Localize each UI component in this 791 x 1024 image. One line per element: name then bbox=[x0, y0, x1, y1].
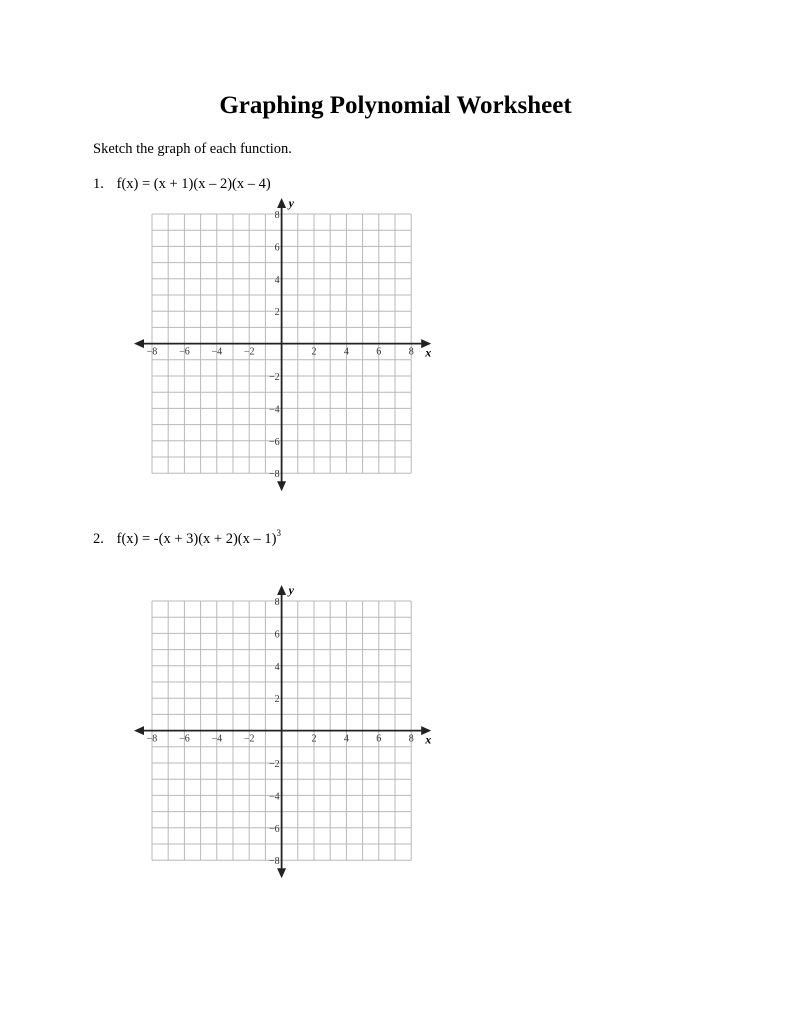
x-axis-left-arrow bbox=[134, 726, 144, 735]
grid-svg bbox=[128, 582, 448, 882]
y-tick-label: −8 bbox=[268, 856, 280, 868]
y-tick-label: 6 bbox=[274, 242, 280, 254]
x-tick-label: 4 bbox=[343, 733, 349, 745]
y-tick-label: −2 bbox=[268, 372, 280, 383]
y-axis-label: y bbox=[288, 583, 294, 597]
x-tick-label: −2 bbox=[243, 733, 255, 745]
y-tick-label: 2 bbox=[274, 307, 280, 319]
y-tick-label: −4 bbox=[268, 791, 280, 803]
y-tick-label: 8 bbox=[274, 210, 280, 221]
x-tick-label: 4 bbox=[343, 346, 349, 358]
x-axis-label: x bbox=[425, 345, 432, 360]
y-axis-down-arrow bbox=[277, 481, 286, 491]
worksheet-title: Graphing Polynomial Worksheet bbox=[219, 92, 572, 119]
problem-1-number: 1. bbox=[93, 176, 104, 192]
instructions: Sketch the graph of each function. bbox=[93, 141, 292, 157]
y-tick-label: −8 bbox=[268, 469, 280, 481]
y-axis-up-arrow bbox=[277, 585, 286, 595]
y-tick-label: 6 bbox=[274, 629, 280, 641]
y-tick-label: 4 bbox=[274, 661, 280, 673]
x-tick-label: 6 bbox=[376, 346, 382, 358]
problem-1-function: f(x) = (x + 1)(x – 2)(x – 4) bbox=[116, 176, 271, 192]
problem-2-exponent: 3 bbox=[276, 528, 281, 538]
coordinate-grid-2 bbox=[128, 582, 448, 882]
problem-2-function: f(x) = -(x + 3)(x + 2)(x – 1) bbox=[116, 530, 277, 547]
problem-2 bbox=[93, 529, 281, 548]
y-tick-label: 8 bbox=[274, 597, 280, 608]
y-tick-label: 2 bbox=[274, 694, 280, 706]
x-tick-label: −6 bbox=[179, 733, 190, 745]
x-tick-label: 2 bbox=[311, 346, 317, 358]
y-tick-label: −2 bbox=[268, 759, 280, 770]
coordinate-grid-1 bbox=[128, 195, 448, 495]
x-tick-label: −4 bbox=[211, 733, 223, 745]
y-axis-label: y bbox=[288, 196, 294, 210]
grid-svg bbox=[128, 195, 448, 495]
x-tick-label: 8 bbox=[408, 346, 414, 358]
x-tick-label: −4 bbox=[211, 346, 223, 358]
x-tick-label: 6 bbox=[376, 733, 382, 745]
x-tick-label: −8 bbox=[146, 733, 158, 745]
y-tick-label: −4 bbox=[268, 404, 280, 416]
y-tick-label: −6 bbox=[268, 436, 280, 448]
problem-2-number: 2. bbox=[93, 530, 104, 547]
x-axis-left-arrow bbox=[134, 339, 144, 348]
x-tick-label: −6 bbox=[179, 346, 190, 358]
x-tick-label: −2 bbox=[243, 346, 255, 358]
x-axis-label: x bbox=[425, 732, 432, 747]
x-tick-label: 2 bbox=[311, 733, 317, 745]
problem-1 bbox=[93, 176, 271, 193]
x-tick-label: 8 bbox=[408, 733, 414, 745]
y-axis-down-arrow bbox=[277, 868, 286, 878]
y-axis-up-arrow bbox=[277, 198, 286, 208]
y-tick-label: 4 bbox=[274, 274, 280, 286]
y-tick-label: −6 bbox=[268, 823, 280, 835]
x-tick-label: −8 bbox=[146, 346, 158, 358]
